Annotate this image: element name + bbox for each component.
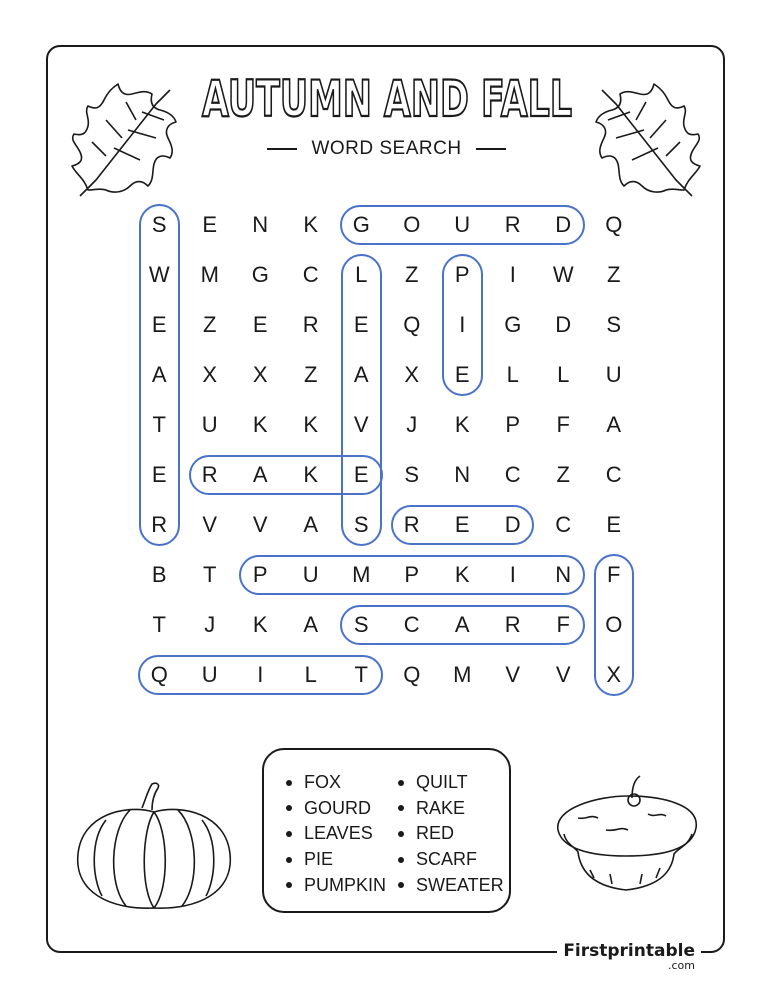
grid-letter: R xyxy=(201,462,218,487)
word-list-item xyxy=(398,847,504,873)
grid-letter: P xyxy=(404,562,420,587)
grid-letter: C xyxy=(605,462,622,487)
word-highlight-rake xyxy=(189,455,383,495)
grid-letter: Q xyxy=(150,662,168,687)
grid-letter: X xyxy=(606,662,622,687)
word-list-item xyxy=(398,872,504,898)
grid-letter: S xyxy=(606,312,622,337)
word-list-item xyxy=(286,796,386,822)
grid-letter: E xyxy=(202,212,218,237)
grid-letter: O xyxy=(605,612,623,637)
grid-letter: Q xyxy=(403,312,421,337)
subtitle: WORD SEARCH xyxy=(311,138,462,159)
grid-letter: J xyxy=(406,412,418,437)
word-highlight-red xyxy=(391,505,535,545)
grid-letter: K xyxy=(303,462,319,487)
grid-letter: L xyxy=(557,362,570,387)
grid-letter: A xyxy=(151,362,167,387)
grid-letter: F xyxy=(607,562,621,587)
grid-letter: X xyxy=(202,362,218,387)
title-text: AUTUMN AND FALL xyxy=(201,70,572,128)
grid-letter: S xyxy=(151,212,167,237)
grid-letter: T xyxy=(152,412,166,437)
word-label: LEAVES xyxy=(304,823,373,844)
brand-logo xyxy=(557,942,701,972)
grid-letter: T xyxy=(203,562,217,587)
grid-letter: E xyxy=(454,362,470,387)
bullet-icon xyxy=(398,831,404,837)
word-label: RAKE xyxy=(416,797,466,818)
bullet-icon xyxy=(286,882,292,888)
grid-letter: U xyxy=(201,412,218,437)
grid-letter: N xyxy=(555,562,572,587)
grid-letter: A xyxy=(606,412,622,437)
word-highlight-pie xyxy=(442,254,483,396)
word-list-box xyxy=(262,748,511,913)
oak-leaf-right-icon xyxy=(588,82,706,202)
word-list-column-2 xyxy=(398,770,504,898)
grid-letter: Z xyxy=(304,362,318,387)
word-highlight-scarf xyxy=(340,605,585,645)
grid-letter: C xyxy=(302,262,319,287)
brand-tld: .com xyxy=(668,959,695,972)
grid-letter: P xyxy=(252,562,268,587)
word-list-item xyxy=(398,796,504,822)
word-label: PIE xyxy=(304,849,334,870)
grid-letter: E xyxy=(454,512,470,537)
grid-letter: N xyxy=(454,462,471,487)
grid-letter: R xyxy=(403,512,420,537)
grid-letter: B xyxy=(151,562,167,587)
grid-letter: D xyxy=(555,312,572,337)
grid-letter: M xyxy=(200,262,219,287)
grid-letter: Z xyxy=(607,262,621,287)
subtitle-rule-right xyxy=(476,148,506,150)
bullet-icon xyxy=(286,857,292,863)
word-label: PUMPKIN xyxy=(304,874,387,895)
grid-letter: F xyxy=(556,412,570,437)
pie-icon xyxy=(550,774,702,898)
word-list-item xyxy=(286,821,386,847)
grid-letter: R xyxy=(504,212,521,237)
grid-letter: E xyxy=(353,462,369,487)
grid-letter: G xyxy=(352,212,370,237)
word-label: QUILT xyxy=(416,772,468,793)
grid-letter: W xyxy=(148,262,170,287)
pumpkin-icon xyxy=(72,780,236,912)
grid-letter: M xyxy=(352,562,371,587)
word-highlight-fox xyxy=(594,554,635,696)
word-highlight-leaves xyxy=(341,254,382,546)
grid-letter: V xyxy=(353,412,369,437)
grid-letter: A xyxy=(353,362,369,387)
grid-letter: E xyxy=(151,462,167,487)
grid-letter: A xyxy=(303,612,319,637)
bullet-icon xyxy=(398,857,404,863)
grid-letter: L xyxy=(304,662,317,687)
grid-letter: I xyxy=(509,562,516,587)
grid-letter: K xyxy=(252,612,268,637)
grid-letter: L xyxy=(506,362,519,387)
grid-letter: D xyxy=(555,212,572,237)
grid-letter: I xyxy=(459,312,466,337)
grid-letter: V xyxy=(202,512,218,537)
grid-letter: S xyxy=(353,512,369,537)
grid-letter: M xyxy=(453,662,472,687)
grid-letter: A xyxy=(252,462,268,487)
grid-letter: T xyxy=(152,612,166,637)
grid-letter: E xyxy=(353,312,369,337)
bullet-icon xyxy=(286,805,292,811)
grid-letter: U xyxy=(454,212,471,237)
grid-letter: W xyxy=(552,262,574,287)
grid-letter: K xyxy=(303,412,319,437)
grid-letter: X xyxy=(404,362,420,387)
grid-letter: P xyxy=(454,262,470,287)
grid-letter: V xyxy=(252,512,268,537)
word-list-item xyxy=(398,821,504,847)
word-list-item xyxy=(286,847,386,873)
bullet-icon xyxy=(398,780,404,786)
grid-letter: U xyxy=(201,662,218,687)
word-highlight-gourd xyxy=(340,205,585,245)
grid-letter: R xyxy=(302,312,319,337)
grid-letter: C xyxy=(504,462,521,487)
grid-letter: D xyxy=(504,512,521,537)
grid-letter: K xyxy=(454,412,470,437)
grid-letter: K xyxy=(454,562,470,587)
grid-letter: R xyxy=(151,512,168,537)
grid-letter: S xyxy=(404,462,420,487)
grid-letter: U xyxy=(605,362,622,387)
grid-letter: Z xyxy=(203,312,217,337)
grid-letter: R xyxy=(504,612,521,637)
grid-letter: K xyxy=(252,412,268,437)
word-label: GOURD xyxy=(304,797,371,818)
oak-leaf-left-icon xyxy=(66,82,184,202)
grid-letter: C xyxy=(403,612,420,637)
word-label: FOX xyxy=(304,772,342,793)
grid-letter: Q xyxy=(403,662,421,687)
grid-letter: V xyxy=(505,662,521,687)
grid-letter: C xyxy=(555,512,572,537)
grid-letter: X xyxy=(252,362,268,387)
grid-letter: S xyxy=(353,612,369,637)
grid-letter: V xyxy=(555,662,571,687)
word-highlight-pumpkin xyxy=(239,555,585,595)
grid-letter: Z xyxy=(405,262,419,287)
bullet-icon xyxy=(286,780,292,786)
grid-letter: Q xyxy=(605,212,623,237)
brand-name: Firstprintable xyxy=(563,941,695,961)
grid-letter: U xyxy=(302,562,319,587)
grid-letter: G xyxy=(251,262,269,287)
bullet-icon xyxy=(398,805,404,811)
grid-letter: K xyxy=(303,212,319,237)
word-list-item xyxy=(286,872,386,898)
bullet-icon xyxy=(286,831,292,837)
grid-letter: P xyxy=(505,412,521,437)
grid-letter: Z xyxy=(556,462,570,487)
word-label: RED xyxy=(416,823,455,844)
grid-letter: E xyxy=(151,312,167,337)
grid-letter: E xyxy=(252,312,268,337)
word-highlight-sweater xyxy=(139,204,180,546)
subtitle-rule-left xyxy=(267,148,297,150)
grid-letter: G xyxy=(504,312,522,337)
grid-letter: L xyxy=(355,262,368,287)
grid-letter: O xyxy=(403,212,421,237)
grid-letter: J xyxy=(204,612,216,637)
word-list-column-1 xyxy=(286,770,386,898)
grid-letter: I xyxy=(257,662,264,687)
bullet-icon xyxy=(398,882,404,888)
grid-letter: N xyxy=(252,212,269,237)
word-label: SCARF xyxy=(416,849,478,870)
grid-letter: T xyxy=(354,662,368,687)
word-highlight-quilt xyxy=(138,655,383,695)
word-list-item xyxy=(286,770,386,796)
grid-letter: I xyxy=(509,262,516,287)
word-list-item xyxy=(398,770,504,796)
word-label: SWEATER xyxy=(416,874,504,895)
word-search-grid xyxy=(134,200,639,700)
grid-letter: F xyxy=(556,612,570,637)
grid-letter: A xyxy=(303,512,319,537)
grid-letter: E xyxy=(606,512,622,537)
grid-letter: A xyxy=(454,612,470,637)
